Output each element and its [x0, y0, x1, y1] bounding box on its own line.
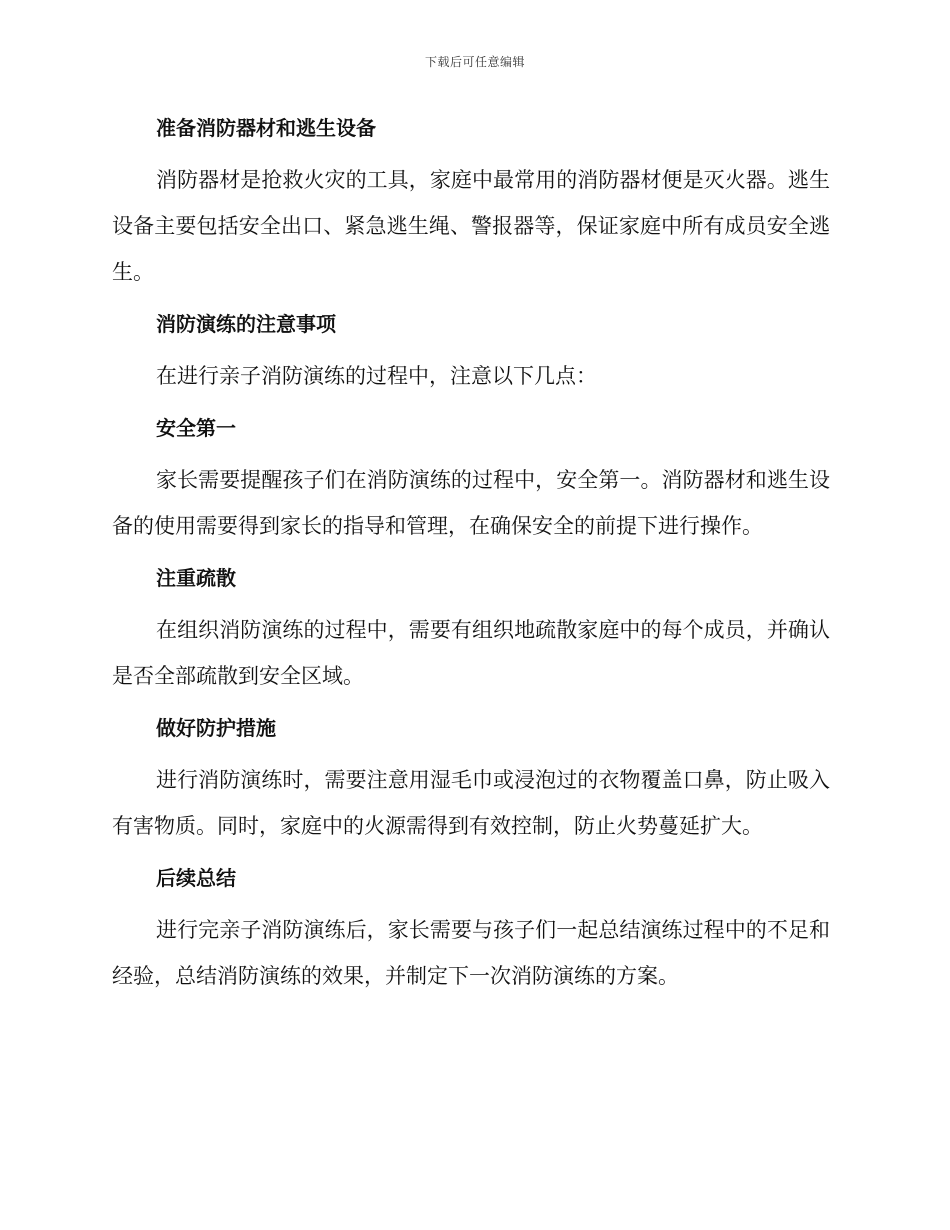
page-header-note: 下载后可任意编辑 — [424, 55, 525, 69]
section-paragraph: 家长需要提醒孩子们在消防演练的过程中，安全第一。消防器材和逃生设备的使用需要得到家长的指导和管理，在确保安全的前提下进行操作。 — [112, 468, 830, 538]
section-paragraph: 进行消防演练时，需要注意用湿毛巾或浸泡过的衣物覆盖口鼻，防止吸入有害物质。同时，家庭中的火源需得到有效控制，防止火势蔓延扩大。 — [112, 768, 830, 838]
document-body — [112, 112, 830, 999]
section-heading: 消防演练的注意事项 — [156, 312, 336, 336]
section-heading: 准备消防器材和逃生设备 — [156, 116, 376, 140]
section-heading: 做好防护措施 — [156, 716, 276, 740]
section-paragraph: 进行完亲子消防演练后，家长需要与孩子们一起总结演练过程中的不足和经验，总结消防演练的效果，并制定下一次消防演练的方案。 — [112, 918, 830, 988]
section-paragraph: 消防器材是抢救火灾的工具，家庭中最常用的消防器材便是灭火器。逃生设备主要包括安全出口、紧急逃生绳、警报器等，保证家庭中所有成员安全逃生。 — [112, 168, 830, 284]
section-paragraph: 在进行亲子消防演练的过程中，注意以下几点： — [156, 364, 597, 388]
section-paragraph: 在组织消防演练的过程中，需要有组织地疏散家庭中的每个成员，并确认是否全部疏散到安全区域。 — [112, 618, 830, 688]
section-heading: 注重疏散 — [156, 566, 236, 590]
section-heading: 后续总结 — [156, 866, 236, 890]
section-heading: 安全第一 — [156, 416, 236, 440]
